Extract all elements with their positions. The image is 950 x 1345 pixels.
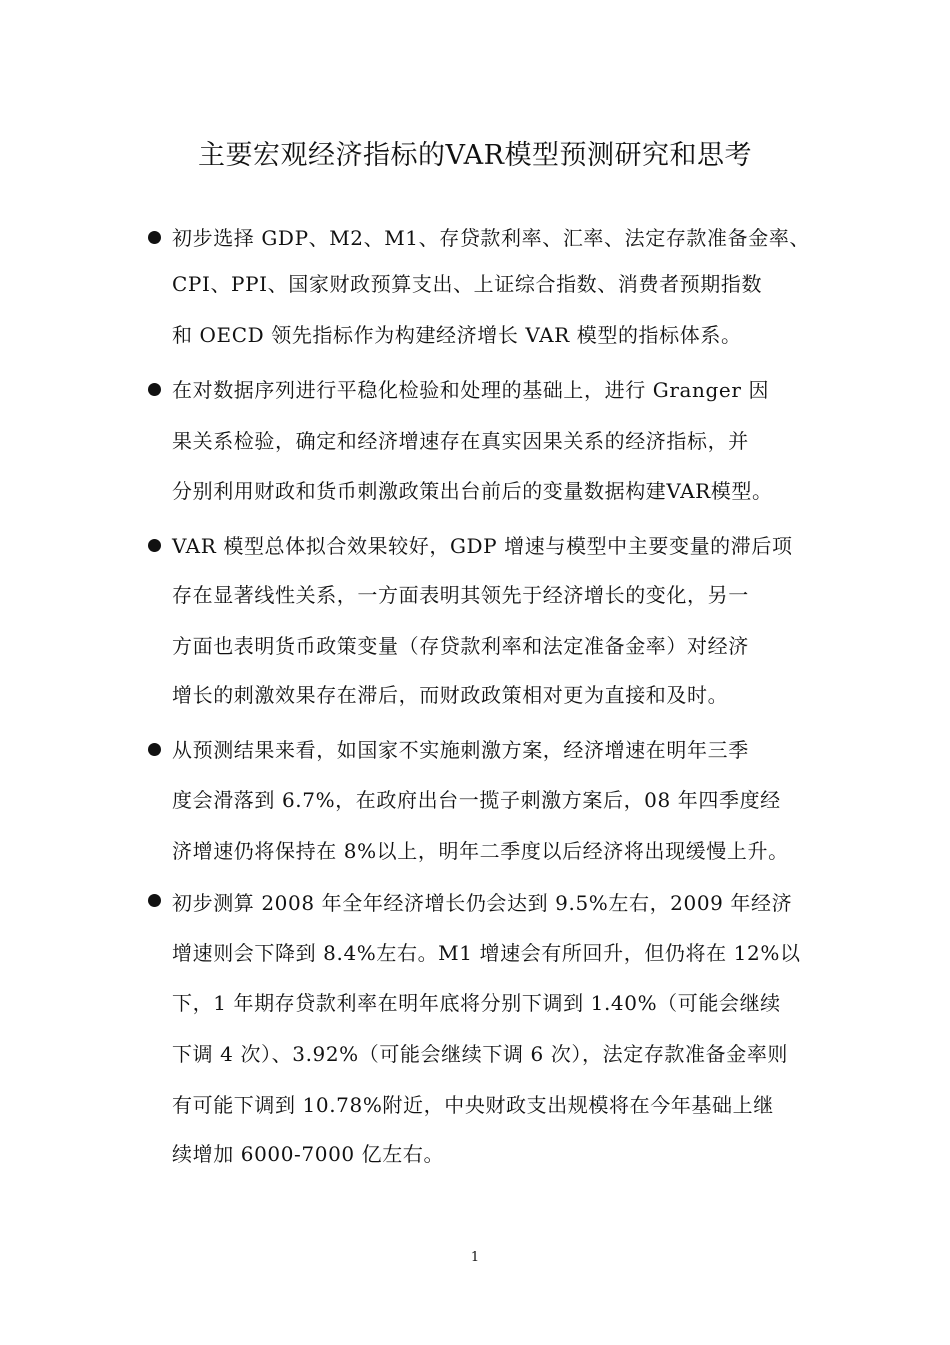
- bullet-text-line: 度会滑落到 6.7%，在政府出台一揽子刺激方案后，08 年四季度经: [172, 788, 781, 812]
- bullet-icon: [148, 383, 161, 396]
- bullet-text-line: 续增加 6000-7000 亿左右。: [172, 1142, 445, 1166]
- bullet-text-line: VAR 模型总体拟合效果较好，GDP 增速与模型中主要变量的滞后项: [172, 534, 793, 558]
- bullet-text-line: 下调 4 次）、3.92%（可能会继续下调 6 次），法定存款准备金率则: [172, 1042, 789, 1066]
- bullet-text-line: CPI、PPI、国家财政预算支出、上证综合指数、消费者预期指数: [172, 272, 763, 296]
- page-title: 主要宏观经济指标的VAR模型预测研究和思考: [198, 140, 752, 171]
- bullet-text-line: 在对数据序列进行平稳化检验和处理的基础上，进行 Granger 因: [172, 378, 770, 402]
- bullet-text-line: 方面也表明货币政策变量（存贷款利率和法定准备金率）对经济: [172, 634, 749, 658]
- bullet-text-line: 从预测结果来看，如国家不实施刺激方案，经济增速在明年三季: [172, 738, 749, 762]
- page-number: 1: [470, 1250, 480, 1265]
- bullet-text-line: 下，1 年期存贷款利率在明年底将分别下调到 1.40%（可能会继续: [172, 991, 781, 1015]
- bullet-text-line: 有可能下调到 10.78%附近，中央财政支出规模将在今年基础上继: [172, 1093, 774, 1117]
- bullet-icon: [148, 743, 161, 756]
- bullet-text-line: 和 OECD 领先指标作为构建经济增长 VAR 模型的指标体系。: [172, 323, 742, 347]
- bullet-text-line: 增长的刺激效果存在滞后，而财政政策相对更为直接和及时。: [172, 683, 729, 707]
- bullet-text-line: 初步选择 GDP、M2、M1、存贷款利率、汇率、法定存款准备金率、: [172, 226, 811, 250]
- bullet-icon: [148, 231, 161, 244]
- bullet-text-line: 初步测算 2008 年全年经济增长仍会达到 9.5%左右，2009 年经济: [172, 891, 793, 915]
- bullet-icon: [148, 894, 161, 907]
- bullet-text-line: 果关系检验，确定和经济增速存在真实因果关系的经济指标，并: [172, 429, 749, 453]
- bullet-text-line: 增速则会下降到 8.4%左右。M1 增速会有所回升，但仍将在 12%以: [172, 941, 801, 965]
- bullet-text-line: 分别利用财政和货币刺激政策出台前后的变量数据构建VAR模型。: [172, 479, 773, 503]
- bullet-text-line: 济增速仍将保持在 8%以上，明年二季度以后经济将出现缓慢上升。: [172, 839, 789, 863]
- bullet-icon: [148, 539, 161, 552]
- bullet-text-line: 存在显著线性关系，一方面表明其领先于经济增长的变化，另一: [172, 583, 749, 607]
